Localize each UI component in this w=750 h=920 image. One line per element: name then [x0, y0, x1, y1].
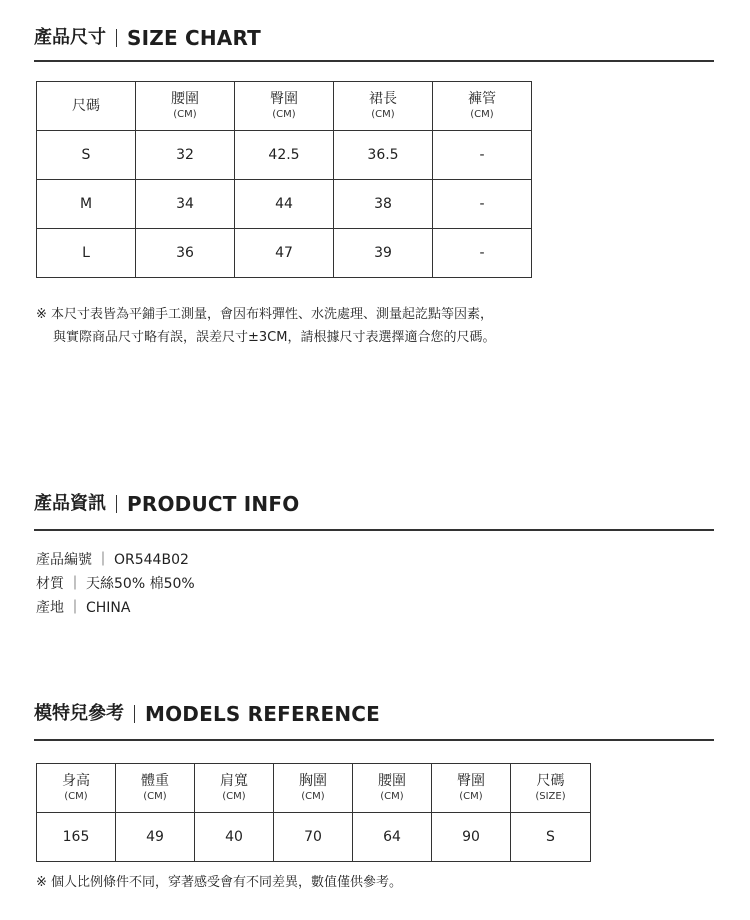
size-chart-header-cell: 褲管 (CM): [433, 82, 532, 131]
product-info-title-zh: 產品資訊: [34, 493, 106, 514]
table-cell: 49: [116, 813, 195, 862]
table-cell: 38: [334, 180, 433, 229]
product-info-item: [36, 572, 195, 596]
info-value: OR544B02: [114, 552, 189, 568]
models-reference-table: [36, 763, 591, 862]
size-chart-note: [36, 303, 495, 349]
product-info-item: [36, 596, 195, 620]
size-chart-header-row: [37, 82, 532, 131]
table-cell: -: [433, 180, 532, 229]
models-header-cell: 尺碼 (SIZE): [511, 764, 591, 813]
models-header-cell: 體重 (CM): [116, 764, 195, 813]
info-separator: ｜: [68, 600, 82, 616]
models-reference-title-zh: 模特兒參考: [34, 703, 124, 724]
product-info-item: [36, 548, 195, 572]
product-info-title: [34, 494, 299, 514]
table-cell: M: [37, 180, 136, 229]
product-info-list: [36, 548, 195, 620]
table-row: [37, 229, 532, 278]
table-cell: 64: [353, 813, 432, 862]
table-row: [37, 131, 532, 180]
size-chart-title: [34, 28, 261, 48]
size-chart-title-zh: 產品尺寸: [34, 27, 106, 48]
table-cell: -: [433, 229, 532, 278]
size-chart-header-cell: 臀圍 (CM): [235, 82, 334, 131]
table-cell: S: [37, 131, 136, 180]
info-value: CHINA: [86, 600, 131, 616]
product-info-title-en: PRODUCT INFO: [127, 492, 300, 516]
table-cell: 36: [136, 229, 235, 278]
size-chart-note-line: ※ 本尺寸表皆為平鋪手工測量，會因布料彈性、水洗處理、測量起訖點等因素，: [36, 307, 494, 322]
title-divider: [116, 29, 117, 47]
table-cell: 34: [136, 180, 235, 229]
size-chart-table: [36, 81, 532, 278]
info-separator: ｜: [96, 552, 110, 568]
table-cell: 70: [274, 813, 353, 862]
size-chart-header-cell: 裙長 (CM): [334, 82, 433, 131]
table-cell: -: [433, 131, 532, 180]
models-reference-title-en: MODELS REFERENCE: [145, 702, 381, 726]
table-cell: 40: [195, 813, 274, 862]
table-cell: 47: [235, 229, 334, 278]
table-cell: 42.5: [235, 131, 334, 180]
models-header-cell: 臀圍 (CM): [432, 764, 511, 813]
models-header-cell: 身高 (CM): [37, 764, 116, 813]
table-cell: 36.5: [334, 131, 433, 180]
size-chart-rule: [34, 60, 714, 62]
table-row: [37, 813, 591, 862]
title-divider: [134, 705, 135, 723]
info-label: 材質: [36, 576, 64, 592]
size-chart-header-cell: 腰圍 (CM): [136, 82, 235, 131]
info-separator: ｜: [68, 576, 82, 592]
size-chart-header-cell: 尺碼: [37, 82, 136, 131]
table-cell: 32: [136, 131, 235, 180]
title-divider: [116, 495, 117, 513]
models-reference-title: [34, 704, 380, 724]
table-cell: 165: [37, 813, 116, 862]
table-cell: S: [511, 813, 591, 862]
table-cell: 90: [432, 813, 511, 862]
models-reference-rule: [34, 739, 714, 741]
models-reference-header-row: [37, 764, 591, 813]
table-cell: 44: [235, 180, 334, 229]
table-cell: 39: [334, 229, 433, 278]
table-row: [37, 180, 532, 229]
info-label: 產品編號: [36, 552, 92, 568]
models-header-cell: 肩寬 (CM): [195, 764, 274, 813]
info-label: 產地: [36, 600, 64, 616]
size-chart-title-en: SIZE CHART: [127, 26, 262, 50]
models-header-cell: 胸圍 (CM): [274, 764, 353, 813]
product-info-rule: [34, 529, 714, 531]
info-value: 天絲50% 棉50%: [86, 576, 195, 592]
table-cell: L: [37, 229, 136, 278]
size-chart-note-line: 與實際商品尺寸略有誤，誤差尺寸±3CM，請根據尺寸表選擇適合您的尺碼。: [53, 330, 496, 345]
models-header-cell: 腰圍 (CM): [353, 764, 432, 813]
models-reference-note: ※ 個人比例條件不同，穿著感受會有不同差異，數值僅供參考。: [36, 875, 403, 890]
